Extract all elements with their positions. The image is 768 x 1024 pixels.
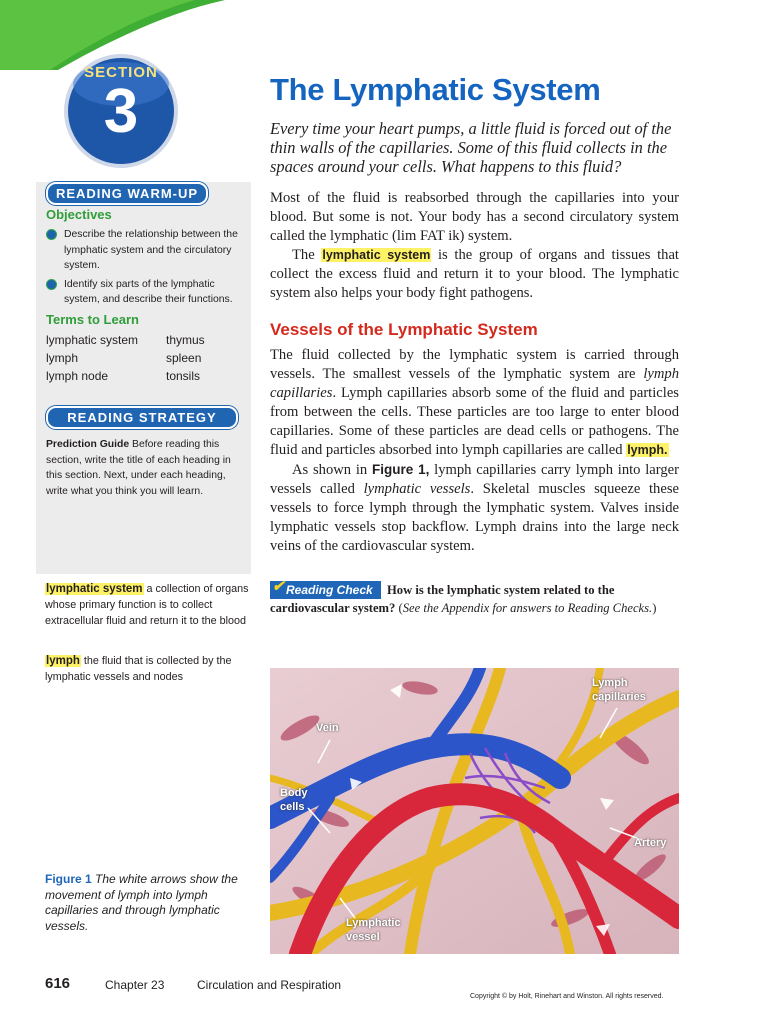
- reading-strategy-text: Prediction Guide Before reading this section, write the title of each heading in this section. Next, under each heading, write what you think you will learn.: [46, 439, 231, 497]
- figure-reference: Figure 1,: [372, 462, 430, 477]
- copyright-notice: Copyright © by Holt, Rinehart and Winston. All rights reserved.: [470, 993, 664, 1000]
- reading-warmup-banner: READING WARM-UP: [46, 182, 208, 205]
- paragraph-2: The lymphatic system is the group of organs and tissues that collect the excess fluid and return it to your blood. The lymphatic system also helps your body fight pathogens.: [270, 247, 679, 301]
- glossary-term: lymphatic system: [46, 583, 143, 595]
- term-item: lymph: [46, 351, 79, 365]
- section-number: 3: [103, 77, 139, 146]
- paragraph-4: As shown in Figure 1, lymph capillaries carry lymph into larger vessels called lymphatic vessels. Skeletal muscles squeeze these vessels to force lymph through the lymphatic system. Valves inside lymphatic vessels stop backflow. Lymph drains into the large neck veins of the cardiovascular system.: [270, 462, 680, 554]
- paragraph-1: Most of the fluid is reabsorbed through the capillaries into your blood. But some is not. Your body has a second circulatory system called the lymphatic (lim FAT ik) system.: [270, 190, 679, 244]
- section-heading: Vessels of the Lymphatic System: [270, 320, 538, 339]
- terms-heading: Terms to Learn: [46, 312, 139, 327]
- label-lymphatic-vessel: Lymphatic vessel: [346, 917, 401, 943]
- reading-check: ✔ Reading Check How is the lymphatic system related to the cardiovascular system? (See the Appendix for answers to Reading Checks.): [270, 578, 657, 615]
- objectives-heading: Objectives: [46, 207, 112, 222]
- label-body-cells: Body cells: [280, 787, 308, 813]
- key-term-highlight: lymph.: [627, 443, 668, 457]
- glossary-entry: lymphatic system a collection of organs whose primary function is to collect extracellular fluid and return it to the blood: [45, 583, 249, 627]
- label-lymph-capillaries: Lymph capillaries: [592, 677, 646, 703]
- bullet-icon: [46, 229, 57, 240]
- figure-caption: Figure 1 The white arrows show the movement of lymph into lymph capillaries and through lymphatic vessels.: [45, 872, 238, 933]
- reading-check-note: See the Appendix for answers to Reading Checks.: [402, 601, 653, 615]
- figure-1-illustration: [270, 668, 679, 954]
- label-vein: Vein: [316, 722, 339, 734]
- objectives-list: [46, 227, 241, 308]
- page-number: 616: [45, 975, 71, 992]
- reading-strategy-banner: READING STRATEGY: [46, 406, 238, 429]
- term-item: lymph node: [46, 369, 109, 383]
- checkmark-icon: ✔: [272, 578, 285, 595]
- chapter-number: Chapter 23: [105, 978, 165, 992]
- paragraph-3: The fluid collected by the lymphatic system is carried through vessels. The smallest vessels of the lymphatic system are lymph capillaries. Lymph capillaries absorb some of the fluid and particles from between the cells. These particles are too large to enter blood capillaries. Some of these particles are dead cells or pathogens. The fluid and particles absorbed into lymph capillaries are called lymph.: [270, 347, 679, 458]
- section-badge: [62, 52, 180, 170]
- body-block-2: [270, 346, 679, 556]
- sidebar: [36, 182, 251, 574]
- section-label: SECTION: [84, 64, 158, 81]
- label-artery: Artery: [634, 837, 667, 849]
- objective-item: Describe the relationship between the lymphatic system and the circulatory system.: [46, 227, 241, 274]
- reading-check-tag: ✔ Reading Check: [270, 581, 381, 599]
- reading-check-question: How is the lymphatic system related to the cardiovascular system?: [270, 583, 615, 615]
- term-item: tonsils: [166, 369, 201, 383]
- glossary-entry: lymph the fluid that is collected by the lymphatic vessels and nodes: [45, 655, 232, 683]
- objective-item: Identify six parts of the lymphatic system, and describe their functions.: [46, 277, 241, 308]
- chapter-title: Circulation and Respiration: [197, 978, 342, 992]
- term-item: thymus: [166, 333, 205, 347]
- bullet-icon: [46, 279, 57, 290]
- key-term-highlight: lymphatic system: [322, 248, 431, 262]
- intro-paragraph: Every time your heart pumps, a little fluid is forced out of the thin walls of the capillaries. Some of this fluid collects in the spaces around your cells. What happens to this fluid?: [270, 119, 672, 176]
- term-item: spleen: [166, 351, 202, 365]
- glossary-term: lymph: [46, 655, 80, 667]
- term-item: lymphatic system: [46, 333, 139, 347]
- page-title: The Lymphatic System: [270, 72, 601, 107]
- body-block-1: [270, 189, 679, 303]
